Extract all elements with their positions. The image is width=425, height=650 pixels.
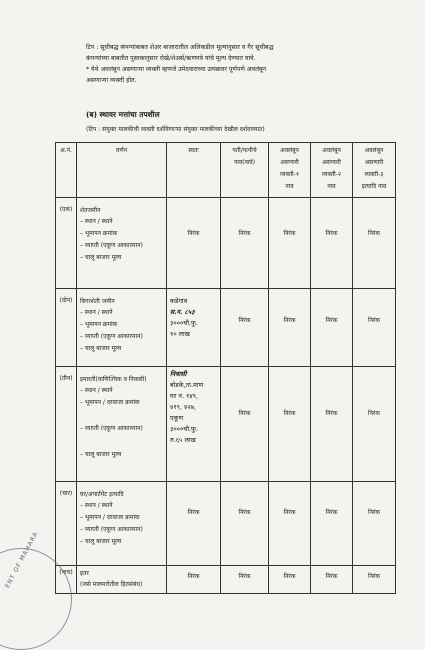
row-description: इमारती(वाणिज्यिक व निवासी) – स्थान / स्थाने – भूमापन / दरवाजा क्रमांक – व्याप्ती (एकूण आकारमान) – चालू बाजार मूल्य bbox=[77, 367, 167, 482]
immovable-assets-table bbox=[55, 142, 396, 594]
table-row bbox=[56, 198, 396, 289]
row-description: शेतजमीन – स्थान / स्थाने – भूमापन क्रमांक – व्याप्ती (एकूण आकारमान) – चालू बाजार मूल्य bbox=[77, 198, 167, 289]
note-line: असणाऱ्या व्यक्ती होत. bbox=[86, 77, 137, 84]
row-number: (दोन) bbox=[56, 289, 77, 367]
header-sr: अ.नं. bbox=[56, 143, 77, 198]
header-dependent-3: अवलंबून असणारी व्यक्ती-३ इत्यादि नाव bbox=[353, 143, 396, 198]
cell-nil: निरंक bbox=[311, 566, 353, 594]
cell-nil: निरंक bbox=[221, 198, 269, 289]
cell-nil: निरंक bbox=[311, 367, 353, 482]
cell-nil: निरंक bbox=[269, 198, 311, 289]
cell-nil: निरंक bbox=[269, 367, 311, 482]
cell-nil: निरंक bbox=[167, 482, 221, 566]
seal-text: ENT OF MAHARA bbox=[4, 530, 40, 590]
cell-nil: निरंक bbox=[353, 482, 396, 566]
row-number: (तीन) bbox=[56, 367, 77, 482]
row-number: (पाच) bbox=[56, 566, 77, 594]
cell-nil: निरंक bbox=[353, 198, 396, 289]
row-description: बिगरशेती जमीन – स्थान / स्थाने – भूमापन क्रमांक – व्याप्ती (एकूण आकारमान) – चालू बाजार मूल्य bbox=[77, 289, 167, 367]
cell-nil: निरंक bbox=[221, 566, 269, 594]
cell-nil: निरंक bbox=[269, 289, 311, 367]
cell-nil: निरंक bbox=[353, 367, 396, 482]
header-description: वर्णन bbox=[77, 143, 167, 198]
cell-nil: निरंक bbox=[353, 566, 396, 594]
row-number: (चार) bbox=[56, 482, 77, 566]
header-dependent-1: अवलंबून असणारी व्यक्ती-१ नाव bbox=[269, 143, 311, 198]
cell-nil: निरंक bbox=[221, 289, 269, 367]
cell-nil: निरंक bbox=[221, 367, 269, 482]
section-title: (ब) स्थावर मत्तांचा तपशील bbox=[86, 110, 160, 119]
cell-nil: निरंक bbox=[311, 198, 353, 289]
table-header-row bbox=[56, 143, 396, 198]
row-number: (एक) bbox=[56, 198, 77, 289]
table-row bbox=[56, 566, 396, 594]
cell-nil: निरंक bbox=[311, 289, 353, 367]
cell-nil: निरंक bbox=[167, 198, 221, 289]
cell-nil: निरंक bbox=[311, 482, 353, 566]
note-line: टिप : सूचीबद्ध कंपन्यांबाबत शेअर बाजारातील अलिकडील मूल्यानुसार व गैर सूचीबद्ध bbox=[86, 44, 274, 51]
row-description: इतर (जसे मालमत्तेतील हितसंबंध) bbox=[77, 566, 167, 594]
section-subtitle: (टिप : संयुक्त मालकीची व्यक्ती दर्शविणाऱ्या संयुक्त मालकीच्या देखील दर्शवाव्यात) bbox=[86, 126, 265, 133]
cell-nil: निरंक bbox=[167, 566, 221, 594]
header-spouse: पती/पत्नीचे नाव(नावे) bbox=[221, 143, 269, 198]
row-description: घर/अपार्टमेंट इत्यादि – स्थान / स्थाने – भूमापन / दरवाजा क्रमांक – व्याप्ती (एकूण आकारमान) – चालू बाजार मूल्य bbox=[77, 482, 167, 566]
handwritten-entry: निवासी बोडके,ता.माण घर न. १४९, ४१९, ४२७, एकूण ३०००चौ.फु. रु.६५ लाख bbox=[167, 367, 221, 482]
note-block bbox=[86, 42, 386, 86]
table-row bbox=[56, 482, 396, 566]
note-line: कंपन्यांच्या बाबतीत पुस्तकानुसार रोखे/शेअर्स/ऋणपत्रे यांचे मूल्य देण्यात यावे. bbox=[86, 55, 256, 62]
cell-nil: निरंक bbox=[353, 289, 396, 367]
note-line: * येथे अवलंबून असणाऱ्या व्यक्ती म्हणजे उमेदवाराच्या उत्पन्नावर पूर्णपणे अवलंबून bbox=[86, 66, 267, 73]
cell-nil: निरंक bbox=[269, 566, 311, 594]
table-row bbox=[56, 367, 396, 482]
header-self: स्वतः bbox=[167, 143, 221, 198]
cell-nil: निरंक bbox=[269, 482, 311, 566]
header-dependent-2: अवलंबून असणारी व्यक्ती-२ नाव bbox=[311, 143, 353, 198]
cell-nil: निरंक bbox=[221, 482, 269, 566]
table-row bbox=[56, 289, 396, 367]
handwritten-entry: कडेगांव स.न. ८५३ ३०००चौ.फु. १० लाख bbox=[167, 289, 221, 367]
